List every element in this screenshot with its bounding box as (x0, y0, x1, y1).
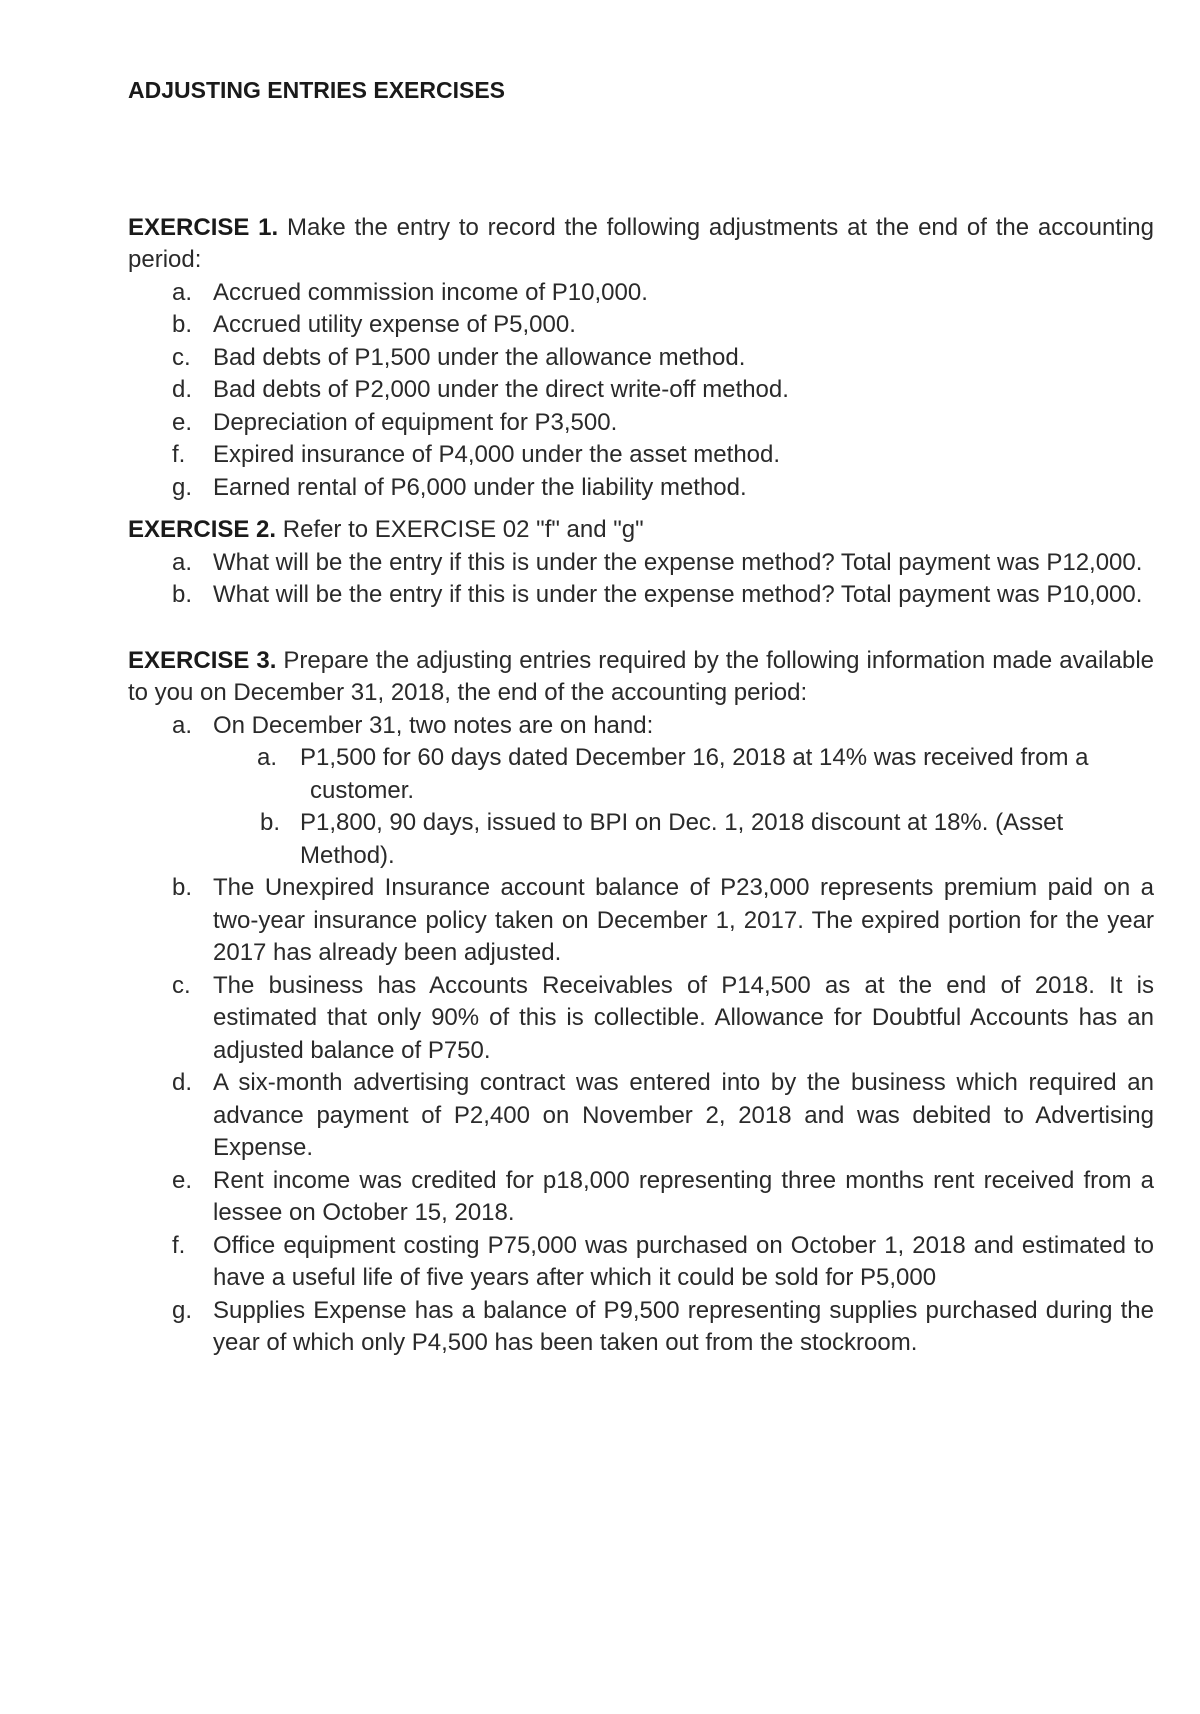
list-item-text: Supplies Expense has a balance of P9,500 representing supplies purchased during the year of which only P4,500 has been taken out from the stockroom. (213, 1296, 1154, 1356)
list-item (128, 1230, 1154, 1295)
exercise-3-label: EXERCISE 3. (128, 646, 277, 674)
list-item (128, 374, 1154, 407)
sublist-item-line: P1,500 for 60 days dated December 16, 2018 at 14% was received from a (300, 744, 1089, 771)
list-marker: a. (172, 711, 193, 739)
exercise-1-intro-text: Make the entry to record the following adjustments at the end of the accounting period: (128, 213, 1154, 273)
exercise-2-list (128, 547, 1154, 612)
list-item-text: On December 31, two notes are on hand: (213, 711, 654, 739)
list-marker: e. (172, 408, 193, 436)
list-item (128, 342, 1154, 375)
list-marker: b. (172, 581, 193, 608)
list-item-text: Bad debts of P1,500 under the allowance method. (213, 343, 746, 371)
list-marker: b. (172, 874, 193, 901)
list-marker: d. (172, 376, 193, 403)
list-item-text: What will be the entry if this is under the expense method? Total payment was P12,000. (213, 548, 1143, 576)
list-item-text: Bad debts of P2,000 under the direct write-off method. (213, 376, 789, 403)
exercise-3 (128, 645, 1154, 1360)
list-item (128, 547, 1154, 580)
list-marker: e. (172, 1166, 193, 1194)
exercise-1 (128, 212, 1154, 505)
exercise-3-list (128, 710, 1154, 1360)
list-item (128, 872, 1154, 970)
list-marker: f. (172, 1231, 186, 1259)
list-item (128, 439, 1154, 472)
spacer (128, 504, 1154, 514)
list-item-text: Accrued commission income of P10,000. (213, 278, 648, 306)
list-marker: d. (172, 1069, 193, 1096)
exercise-1-list (128, 277, 1154, 505)
list-marker: g. (172, 473, 193, 501)
notes-sublist (128, 742, 1154, 872)
list-marker: a. (172, 278, 193, 306)
list-item-text: Office equipment costing P75,000 was purchased on October 1, 2018 and estimated to have a useful life of five years after which it could be sold for P5,000 (213, 1231, 1154, 1291)
exercise-2-intro (128, 514, 1154, 547)
list-item (128, 710, 1154, 873)
sublist-item-line: P1,800, 90 days, issued to BPI on Dec. 1, 2018 discount at 18%. (Asset (300, 809, 1064, 836)
exercise-2-label: EXERCISE 2. (128, 516, 277, 543)
sublist-marker: b. (260, 809, 281, 836)
list-marker: g. (172, 1296, 193, 1324)
list-marker: a. (172, 548, 193, 576)
sublist-marker: a. (257, 744, 278, 771)
sublist-item (128, 807, 1154, 872)
sublist-item-line: Method). (300, 841, 395, 869)
page-title: ADJUSTING ENTRIES EXERCISES (128, 77, 506, 103)
list-item (128, 1067, 1154, 1165)
exercise-3-intro (128, 645, 1154, 710)
sublist-item-line: customer. (310, 776, 415, 804)
list-item (128, 472, 1154, 505)
list-item-text: Accrued utility expense of P5,000. (213, 311, 576, 338)
list-item (128, 579, 1154, 612)
list-item-text: The business has Accounts Receivables of P14,500 as at the end of 2018. It is estimated that only 90% of this is collectible. Allowance for Doubtful Accounts has an adjusted balance of P750. (213, 971, 1154, 1064)
list-marker: c. (172, 971, 191, 999)
list-item-text: Depreciation of equipment for P3,500. (213, 408, 618, 436)
spacer (128, 612, 1154, 645)
list-marker: c. (172, 343, 191, 371)
list-item-text: What will be the entry if this is under the expense method? Total payment was P10,000. (213, 581, 1143, 608)
exercise-2 (128, 514, 1154, 612)
list-item-text: Expired insurance of P4,000 under the asset method. (213, 441, 781, 468)
document-body (128, 74, 1154, 1360)
list-marker: f. (172, 441, 186, 468)
list-item-text: The Unexpired Insurance account balance of P23,000 represents premium paid on a two-year insurance policy taken on December 1, 2017. The expired portion for the year 2017 has already been adjusted. (213, 874, 1154, 966)
list-item (128, 970, 1154, 1068)
list-item-text: Rent income was credited for p18,000 representing three months rent received from a lessee on October 15, 2018. (213, 1166, 1154, 1226)
list-item-text: Earned rental of P6,000 under the liability method. (213, 473, 747, 501)
list-item-text: A six-month advertising contract was entered into by the business which required an advance payment of P2,400 on November 2, 2018 and was debited to Advertising Expense. (213, 1069, 1154, 1161)
list-item (128, 277, 1154, 310)
list-item (128, 1165, 1154, 1230)
list-item (128, 309, 1154, 342)
exercise-1-intro (128, 212, 1154, 277)
exercise-2-intro-text: Refer to EXERCISE 02 "f" and "g" (276, 516, 644, 543)
exercise-1-label: EXERCISE 1. (128, 213, 279, 241)
list-marker: b. (172, 311, 193, 338)
exercise-3-intro-text: Prepare the adjusting entries required by the following information made available to you on December 31, 2018, the end of the accounting period: (128, 646, 1155, 706)
list-item (128, 407, 1154, 440)
list-item (128, 1295, 1154, 1360)
sublist-item (128, 742, 1154, 807)
